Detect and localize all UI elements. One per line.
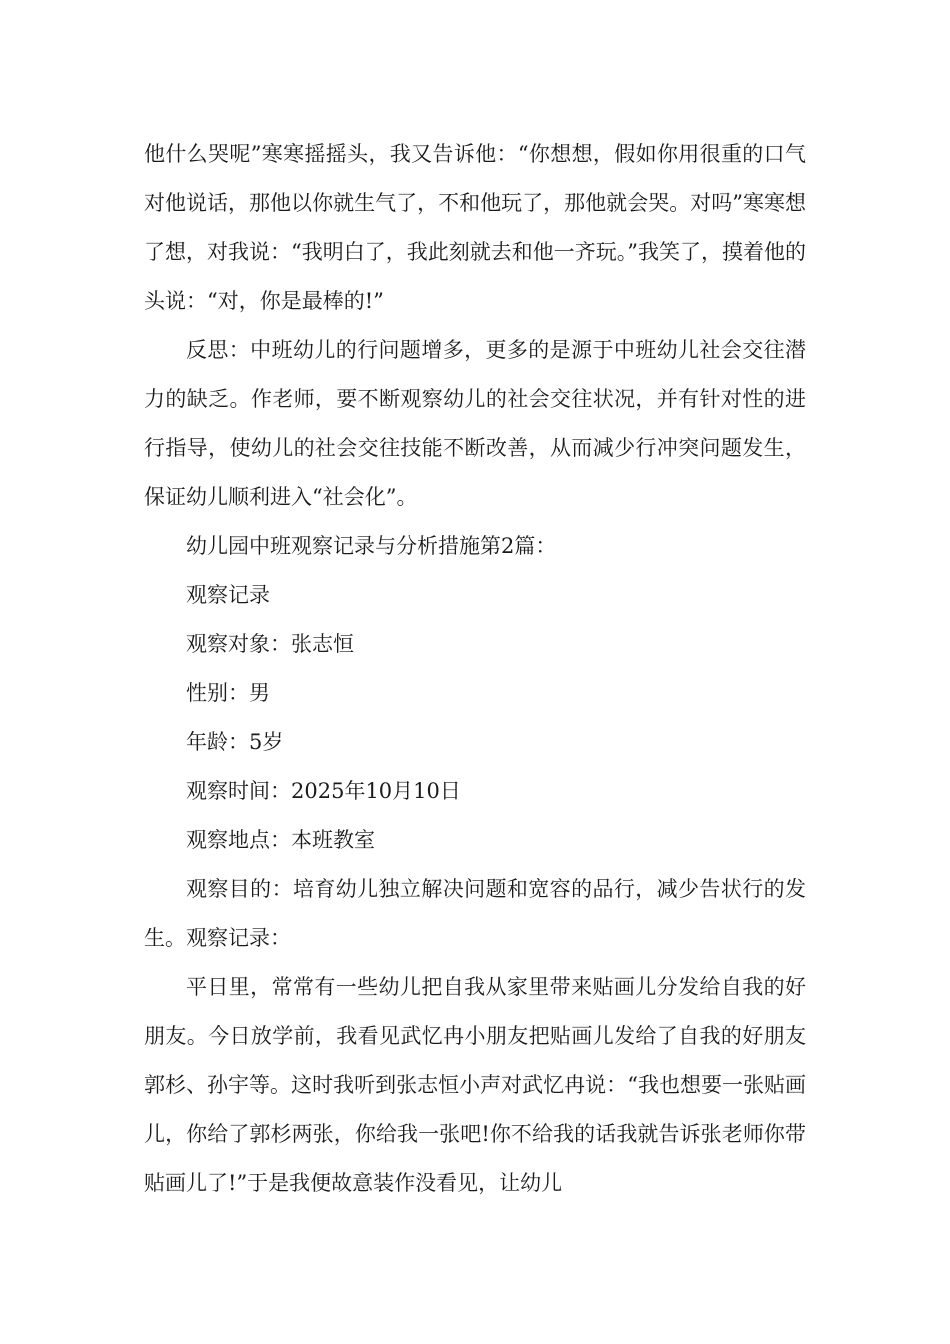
field-observation-place: 观察地点：本班教室: [186, 828, 375, 852]
document-page: [144, 130, 806, 1208]
paragraph-continued-story: 他什么哭呢”寒寒摇摇头，我又告诉他：“你想想，假如你用很重的口气对他说话，那他以你就生气了，不和他玩了，那他就会哭。对吗”寒寒想了想，对我说：“我明白了，我此刻就去和他一齐玩。”我笑了，摸着他的头说：“对，你是最棒的!”: [144, 142, 806, 313]
paragraph-reflection: 反思：中班幼儿的行问题增多，更多的是源于中班幼儿社会交往潜力的缺乏。作老师，要不断观察幼儿的社会交往状况，并有针对性的进行指导，使幼儿的社会交往技能不断改善，从而减少行冲突问题发生，保证幼儿顺利进入“社会化”。: [144, 338, 806, 509]
field-observation-purpose: 观察目的：培育幼儿独立解决问题和宽容的品行，减少告状行的发生。观察记录：: [144, 877, 806, 950]
field-age: 年龄：5岁: [186, 730, 284, 754]
paragraph-observation-story: 平日里，常常有一些幼儿把自我从家里带来贴画儿分发给自我的好朋友。今日放学前，我看见武忆冉小朋友把贴画儿发给了自我的好朋友郭杉、孙宇等。这时我听到张志恒小声对武忆冉说：“我也想要一张贴画儿，你给了郭杉两张，你给我一张吧!你不给我的话我就告诉张老师你带贴画儿了!”于是我便故意装作没看见，让幼儿: [144, 975, 806, 1195]
section-heading: 幼儿园中班观察记录与分析措施第2篇：: [186, 534, 557, 558]
subheading-observation-record: 观察记录: [186, 583, 270, 607]
field-observation-subject: 观察对象：张志恒: [186, 632, 354, 656]
field-gender: 性别：男: [186, 681, 270, 705]
field-observation-time: 观察时间：2025年10月10日: [186, 779, 461, 803]
